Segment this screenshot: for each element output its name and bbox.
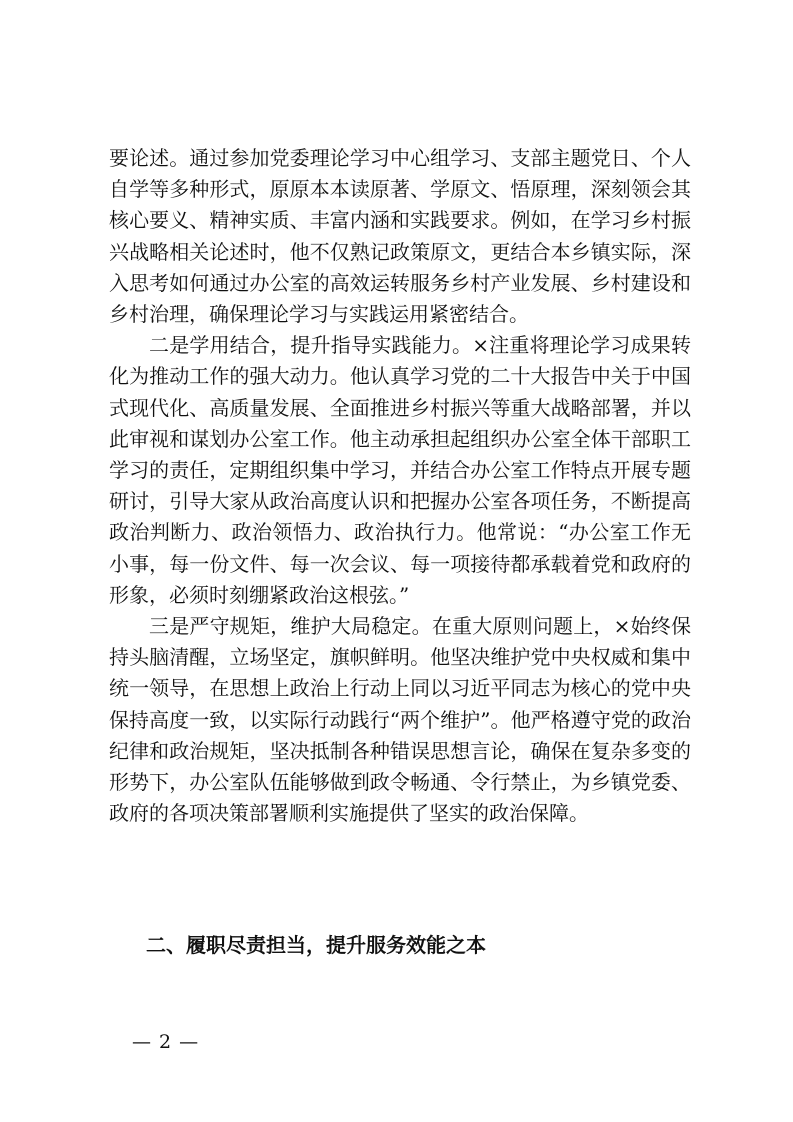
paragraph-study-application: 二是学用结合，提升指导实践能力。×注重将理论学习成果转化为推动工作的强大动力。他认真学习党的二十大报告中关于中国式现代化、高质量发展、全面推进乡村振兴等重大战略部署，并以此审视和谋划办公室工作。他主动承担起组织办公室全体干部职工学习的责任，定期组织集中学习，并结合办公室工作特点开展专题研讨，引导大家从政治高度认识和把握办公室各项任务，不断提高政治判断力、政治领悟力、政治执行力。他常说：“办公室工作无小事，每一份文件、每一次会议、每一项接待都承载着党和政府的形象，必须时刻绷紧政治这根弦。” (109, 333, 691, 607)
page-number: — 2 — (132, 1031, 200, 1053)
body-text (109, 143, 691, 829)
section-heading: 二、履职尽责担当，提升服务效能之本 (146, 933, 486, 957)
paragraph-continuation: 要论述。通过参加党委理论学习中心组学习、支部主题党日、个人自学等多种形式，原原本本读原著、学原文、悟原理，深刻领会其核心要义、精神实质、丰富内涵和实践要求。例如，在学习乡村振兴战略相关论述时，他不仅熟记政策原文，更结合本乡镇实际，深入思考如何通过办公室的高效运转服务乡村产业发展、乡村建设和乡村治理，确保理论学习与实践运用紧密结合。 (109, 146, 691, 327)
paragraph-discipline: 三是严守规矩，维护大局稳定。在重大原则问题上，×始终保持头脑清醒，立场坚定，旗帜鲜明。他坚决维护党中央权威和集中统一领导，在思想上政治上行动上同以习近平同志为核心的党中央保持高度一致，以实际行动践行“两个维护”。他严格遵守党的政治纪律和政治规矩，坚决抵制各种错误思想言论，确保在复杂多变的形势下，办公室队伍能够做到政令畅通、令行禁止，为乡镇党委、政府的各项决策部署顺利实施提供了坚实的政治保障。 (109, 614, 691, 826)
